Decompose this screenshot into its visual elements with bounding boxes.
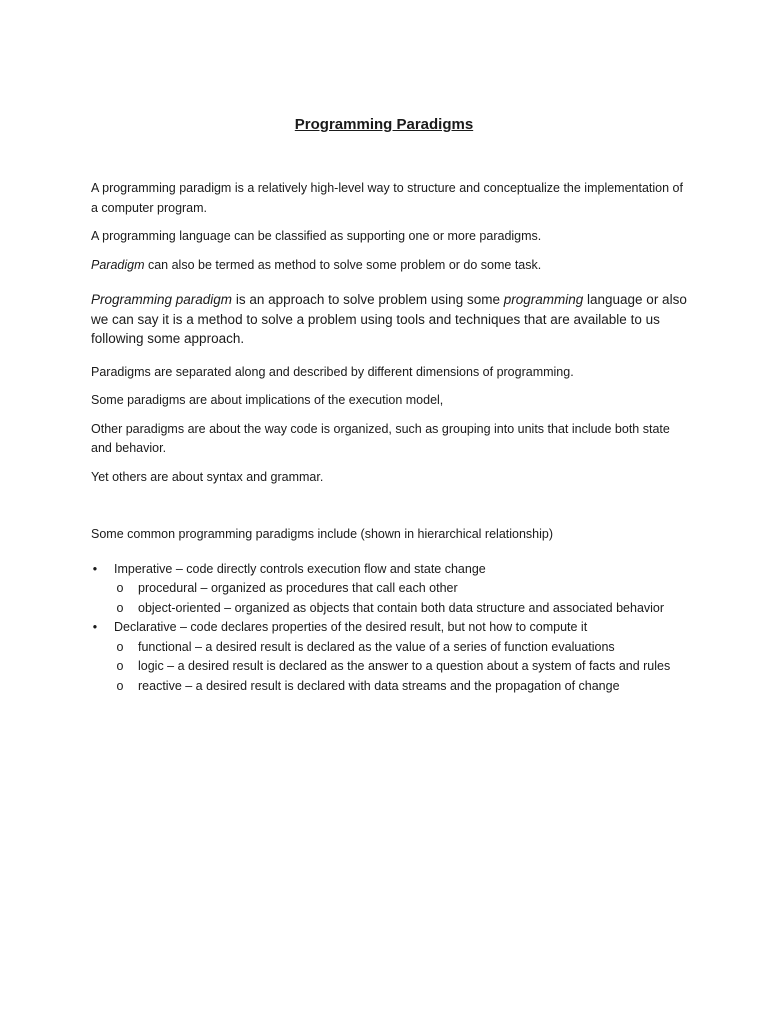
paragraph-execution-model: Some paradigms are about implications of the execution model, xyxy=(91,393,444,407)
paradigm-list xyxy=(91,560,691,697)
paragraph-approach-text-2: language or also we can say it is a method to solve a problem using tools and techniques that are available to us following some approach. xyxy=(91,292,687,346)
circle-bullet-icon: o xyxy=(116,678,124,693)
circle-bullet-icon: o xyxy=(116,600,124,615)
paragraph-approach-text-1: is an approach to solve problem using some xyxy=(232,292,504,307)
sub-list-item-text: functional – a desired result is declared as the value of a series of function evaluations xyxy=(138,639,615,654)
paragraph-definition: A programming paradigm is a relatively high-level way to structure and conceptualize the implementation of a computer program. xyxy=(91,181,683,215)
sub-list-declarative xyxy=(114,638,691,697)
paragraph-code-organization: Other paradigms are about the way code is organized, such as grouping into units that include both state and behavior. xyxy=(91,421,670,455)
sub-list-item xyxy=(114,638,691,658)
sub-list-item-text: object-oriented – organized as objects that contain both data structure and associated behavior xyxy=(138,600,665,615)
sub-list-item xyxy=(114,657,691,677)
paragraph-method-text: can also be termed as method to solve some problem or do some task. xyxy=(144,257,542,272)
bullet-icon: • xyxy=(92,561,98,576)
circle-bullet-icon: o xyxy=(116,581,124,595)
sub-list-item-text: reactive – a desired result is declared with data streams and the propagation of change xyxy=(138,678,620,693)
paragraph-classification: A programming language can be classified as supporting one or more paradigms. xyxy=(91,229,542,243)
circle-bullet-icon: o xyxy=(116,659,124,673)
paragraph-list-intro: Some common programming paradigms include (shown in hierarchical relationship) xyxy=(91,527,554,541)
paragraph-syntax: Yet others are about syntax and grammar. xyxy=(91,469,324,484)
paragraph-method xyxy=(91,256,691,276)
sub-list-item-text: procedural – organized as procedures that call each other xyxy=(138,581,458,595)
document-title: Programming Paradigms xyxy=(294,116,474,133)
list-item-text: Imperative – code directly controls execution flow and state change xyxy=(114,561,486,576)
sub-list-imperative xyxy=(114,579,691,618)
sub-list-item-text: logic – a desired result is declared as the answer to a question about a system of facts and rules xyxy=(138,659,671,673)
sub-list-item xyxy=(114,599,691,619)
paragraph-dimensions: Paradigms are separated along and described by different dimensions of programming. xyxy=(91,364,574,379)
paragraph-method-italic: Paradigm xyxy=(91,257,145,272)
document-body xyxy=(91,179,691,696)
list-item-declarative xyxy=(91,618,691,696)
list-item-text: Declarative – code declares properties of the desired result, but not how to compute it xyxy=(114,620,588,634)
paragraph-approach-italic-2: programming xyxy=(503,292,584,307)
bullet-icon: • xyxy=(92,620,98,634)
circle-bullet-icon: o xyxy=(116,639,124,654)
sub-list-item xyxy=(114,579,691,599)
paragraph-approach xyxy=(91,290,691,349)
sub-list-item xyxy=(114,677,691,697)
paragraph-approach-italic-1: Programming paradigm xyxy=(91,292,233,307)
list-item-imperative xyxy=(91,560,691,619)
